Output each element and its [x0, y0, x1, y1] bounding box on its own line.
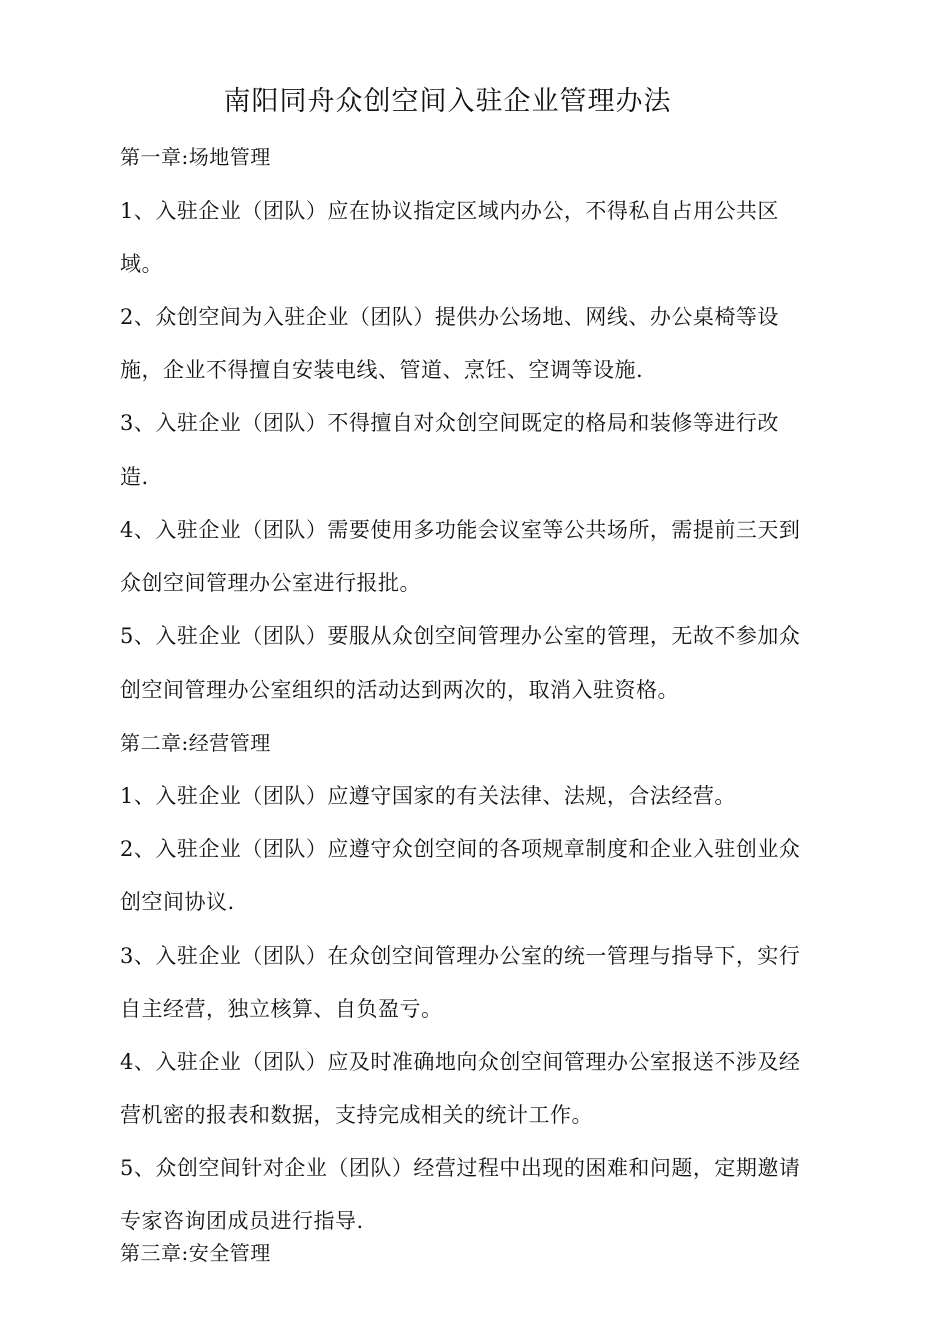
chapter-1-heading: 第一章:场地管理 — [120, 145, 271, 169]
paragraph-line: 5、众创空间针对企业（团队）经营过程中出现的困难和问题，定期邀请 — [120, 1156, 801, 1180]
paragraph-line: 3、入驻企业（团队）不得擅自对众创空间既定的格局和装修等进行改 — [120, 411, 779, 435]
paragraph-line: 众创空间管理办公室进行报批。 — [120, 571, 421, 595]
paragraph-line: 专家咨询团成员进行指导. — [120, 1209, 364, 1233]
paragraph-line: 创空间管理办公室组织的活动达到两次的，取消入驻资格。 — [120, 678, 679, 702]
paragraph-line: 1、入驻企业（团队）应在协议指定区域内办公，不得私自占用公共区 — [120, 199, 779, 223]
paragraph-line: 营机密的报表和数据，支持完成相关的统计工作。 — [120, 1103, 593, 1127]
document-title: 南阳同舟众创空间入驻企业管理办法 — [223, 86, 672, 117]
paragraph-line: 创空间协议. — [120, 890, 235, 914]
paragraph-line: 1、入驻企业（团队）应遵守国家的有关法律、法规，合法经营。 — [120, 784, 736, 808]
paragraph-line: 施，企业不得擅自安装电线、管道、烹饪、空调等设施. — [120, 358, 644, 382]
paragraph-line: 5、入驻企业（团队）要服从众创空间管理办公室的管理，无故不参加众 — [120, 624, 801, 648]
paragraph-line: 3、入驻企业（团队）在众创空间管理办公室的统一管理与指导下，实行 — [120, 944, 801, 968]
paragraph-line: 2、入驻企业（团队）应遵守众创空间的各项规章制度和企业入驻创业众 — [120, 837, 801, 861]
paragraph-line: 4、入驻企业（团队）需要使用多功能会议室等公共场所，需提前三天到 — [120, 518, 801, 542]
paragraph-line: 自主经营，独立核算、自负盈亏。 — [120, 997, 443, 1021]
paragraph-line: 域。 — [120, 252, 163, 276]
chapter-2-heading: 第二章:经营管理 — [120, 731, 271, 755]
paragraph-line: 2、众创空间为入驻企业（团队）提供办公场地、网线、办公桌椅等设 — [120, 305, 779, 329]
paragraph-line: 造. — [120, 465, 149, 489]
paragraph-line: 4、入驻企业（团队）应及时准确地向众创空间管理办公室报送不涉及经 — [120, 1050, 801, 1074]
chapter-3-heading: 第三章:安全管理 — [120, 1241, 271, 1265]
